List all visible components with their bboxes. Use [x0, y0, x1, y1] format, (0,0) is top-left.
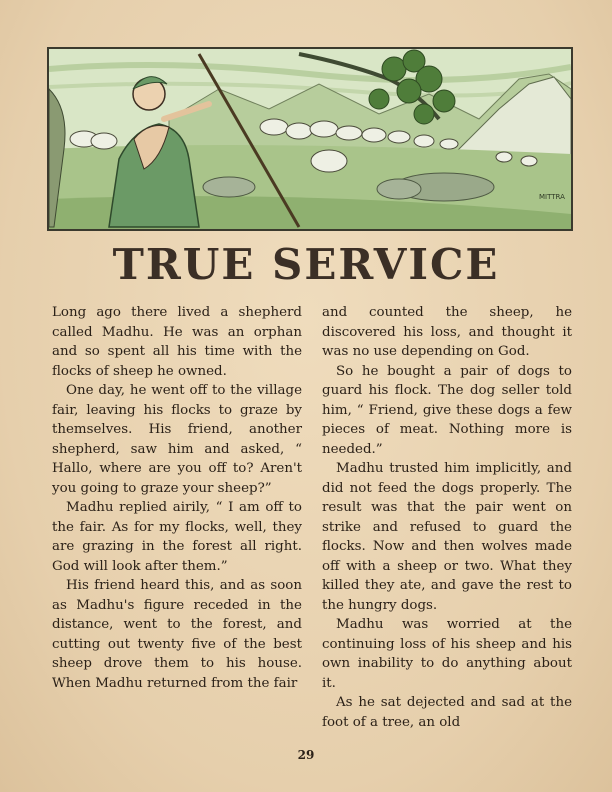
paragraph: His friend heard this, and as soon as Madhu's figure receded in the distance, went to the forest, and cutting out twenty five of the best sheep drove them to his house. When Madhu returned from the fair — [52, 578, 302, 691]
paragraph: So he bought a pair of dogs to guard his flock. The dog seller told him, “ Friend, give these dogs a few pieces of meat. Nothing more is needed.” — [322, 363, 572, 457]
paragraph: Madhu replied airily, “ I am off to the fair. As for my flocks, well, they are grazing in the forest all right. God will look after them.” — [52, 500, 302, 574]
paragraph: Long ago there lived a shepherd called Madhu. He was an orphan and so spent all his time with the flocks of sheep he owned. — [52, 305, 302, 379]
shepherd-scene-image — [49, 49, 571, 229]
paragraph: Madhu was worried at the continuing loss of his sheep and his own inability to do anything about it. — [322, 617, 572, 691]
paragraph: Madhu trusted him implicitly, and did not feed the dogs properly. The result was that the pair went on strike and refused to guard the flocks. Now and then wolves made off with a sheep or two. What they killed they ate, and gave the rest to the hungry dogs. — [322, 461, 572, 613]
paragraph: One day, he went off to the village fair, leaving his flocks to graze by themselves. His friend, another shepherd, saw him and asked, “ Hallo, where are you off to? Aren't you going to graze your sheep?” — [52, 383, 302, 496]
story-title: TRUE SERVICE — [112, 240, 500, 289]
story-illustration — [47, 47, 573, 231]
left-column — [52, 303, 302, 693]
paragraph: and counted the sheep, he discovered his loss, and thought it was no use depending on God. — [322, 305, 572, 359]
right-column — [322, 303, 572, 732]
illustrator-signature: MITTRA — [539, 193, 565, 201]
page-number: 29 — [297, 748, 315, 762]
paragraph: As he sat dejected and sad at the foot of a tree, an old — [322, 695, 572, 730]
